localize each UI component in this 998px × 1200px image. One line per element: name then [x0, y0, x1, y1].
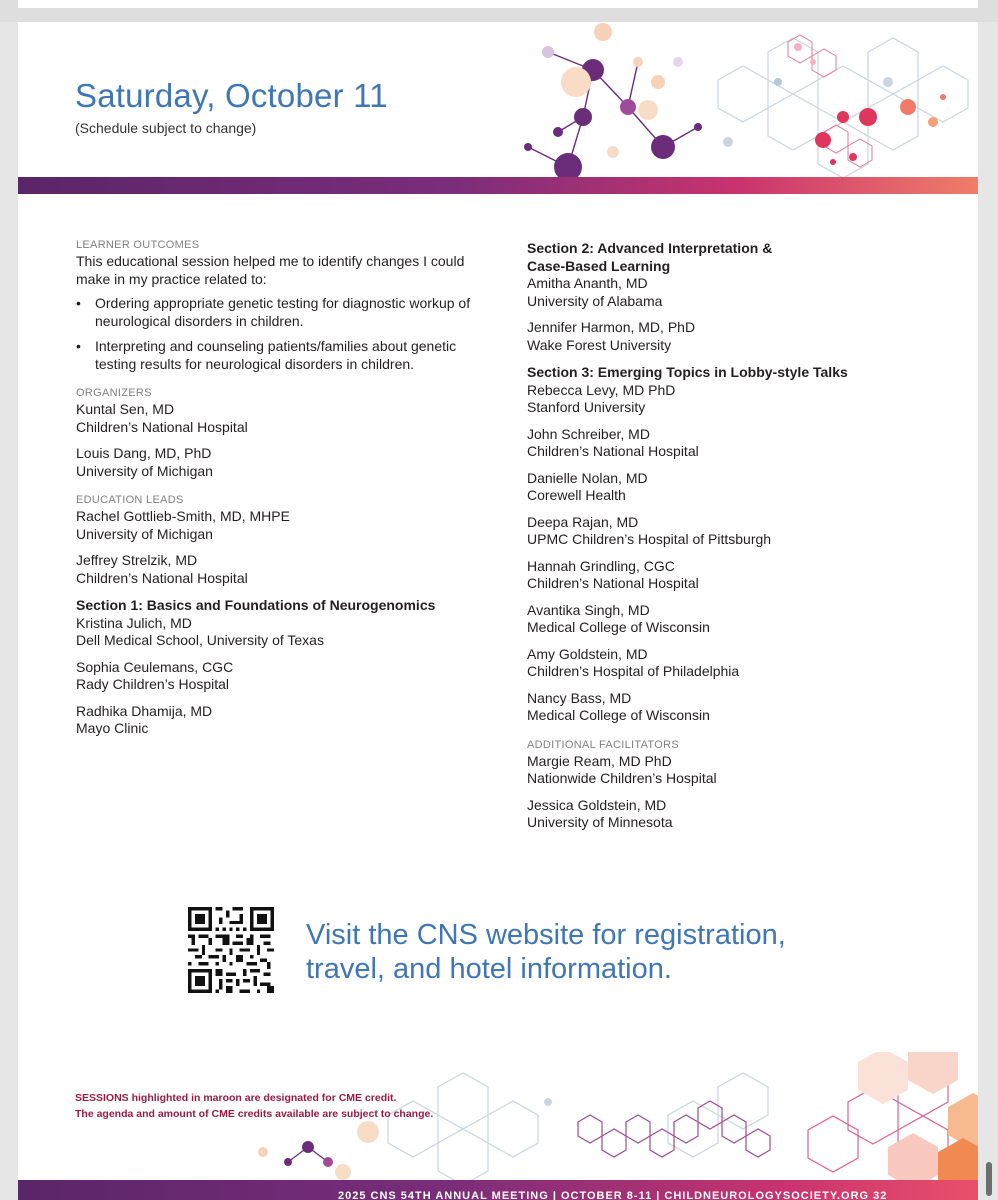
person-affiliation: Children’s National Hospital — [527, 575, 699, 591]
person-entry — [527, 558, 947, 593]
person-entry — [527, 275, 947, 310]
person-name: Amitha Ananth, MD — [527, 275, 648, 291]
person-name: Deepa Rajan, MD — [527, 513, 639, 530]
organizers-label: ORGANIZERS — [76, 387, 152, 399]
section-2-title-line: Case-Based Learning — [527, 257, 671, 274]
header-gradient-band — [18, 177, 978, 194]
person-affiliation: Children’s National Hospital — [76, 418, 248, 435]
footer-band — [18, 1180, 978, 1200]
person-name: John Schreiber, MD — [527, 425, 650, 442]
person-name: Kuntal Sen, MD — [76, 401, 175, 417]
person-name: Danielle Nolan, MD — [527, 469, 648, 486]
person-entry — [76, 508, 496, 543]
person-affiliation: University of Alabama — [527, 292, 663, 309]
promo-text — [306, 918, 866, 986]
additional-facilitators-label: ADDITIONAL FACILITATORS — [527, 738, 679, 751]
person-affiliation: University of Michigan — [76, 525, 213, 542]
person-entry — [76, 552, 496, 587]
person-entry — [527, 382, 947, 417]
section-3-title: Section 3: Emerging Topics in Lobby-style Talks — [527, 364, 848, 380]
person-affiliation: Children’s Hospital of Philadelphia — [527, 663, 740, 679]
person-entry — [527, 319, 947, 354]
section-2-title-line: Section 2: Advanced Interpretation & — [527, 240, 773, 256]
outcome-item: • Ordering appropriate genetic testing for diagnostic workup of neurological disorders in children. — [76, 295, 496, 330]
person-entry — [76, 659, 496, 694]
person-name: Radhika Dhamija, MD — [76, 702, 213, 719]
person-name: Jessica Goldstein, MD — [527, 796, 667, 813]
person-name: Amy Goldstein, MD — [527, 645, 648, 662]
person-name: Margie Ream, MD PhD — [527, 752, 672, 769]
section-1-title: Section 1: Basics and Foundations of Neurogenomics — [76, 597, 436, 613]
person-name: Sophia Ceulemans, CGC — [76, 658, 234, 675]
footnote-line: The agenda and amount of CME credits available are subject to change. — [75, 1108, 434, 1120]
person-name: Jeffrey Strelzik, MD — [76, 552, 198, 568]
person-entry — [527, 797, 947, 832]
person-affiliation: University of Michigan — [76, 462, 213, 479]
person-entry — [527, 470, 947, 505]
person-affiliation: Corewell Health — [527, 487, 626, 503]
person-affiliation: UPMC Children’s Hospital of Pittsburgh — [527, 531, 772, 547]
person-name: Rebecca Levy, MD PhD — [527, 381, 676, 398]
document-page — [18, 22, 978, 1200]
person-affiliation: Children’s National Hospital — [527, 443, 699, 459]
person-entry — [76, 401, 496, 436]
person-name: Louis Dang, MD, PhD — [76, 445, 212, 461]
person-entry — [527, 753, 947, 788]
person-name: Jennifer Harmon, MD, PhD — [527, 319, 696, 335]
person-entry — [527, 646, 947, 681]
promo-line: Visit the CNS website for registration, — [306, 919, 786, 951]
person-affiliation: Dell Medical School, University of Texas — [76, 632, 324, 648]
person-name: Rachel Gottlieb-Smith, MD, MHPE — [76, 508, 290, 524]
person-entry — [527, 602, 947, 637]
outcome-item: • Interpreting and counseling patients/families about genetic testing results for neurological disorders in children. — [76, 338, 496, 373]
page-subtitle: (Schedule subject to change) — [75, 120, 257, 136]
scrollbar-thumb[interactable] — [986, 1162, 992, 1196]
person-entry — [527, 426, 947, 461]
person-name: Kristina Julich, MD — [76, 614, 192, 631]
person-affiliation: Children’s National Hospital — [76, 569, 248, 586]
cme-footnote — [75, 1090, 433, 1122]
person-affiliation: Rady Children’s Hospital — [76, 676, 230, 692]
person-affiliation: Mayo Clinic — [76, 720, 149, 736]
person-affiliation: Wake Forest University — [527, 336, 672, 353]
person-name: Hannah Grindling, CGC — [527, 557, 675, 574]
person-name: Nancy Bass, MD — [527, 689, 632, 706]
person-name: Avantika Singh, MD — [527, 601, 650, 618]
person-entry — [527, 514, 947, 549]
page-title: Saturday, October 11 — [75, 77, 388, 114]
learner-outcomes-label: LEARNER OUTCOMES — [76, 239, 200, 251]
previous-page-bottom — [18, 0, 978, 8]
right-column — [527, 240, 947, 832]
section-2-title — [527, 240, 947, 275]
learner-outcomes-list — [76, 295, 496, 373]
previous-page-edge — [0, 0, 998, 22]
left-column — [76, 238, 496, 738]
header-molecule-decoration — [488, 22, 978, 182]
education-leads-label: EDUCATION LEADS — [76, 494, 184, 506]
qr-code[interactable] — [188, 907, 274, 993]
person-affiliation: Stanford University — [527, 399, 646, 415]
learner-outcomes-intro: This educational session helped me to identify changes I could make in my practice related to: — [76, 253, 465, 287]
person-affiliation: Nationwide Children’s Hospital — [527, 770, 717, 786]
person-affiliation: University of Minnesota — [527, 814, 673, 830]
person-affiliation: Medical College of Wisconsin — [527, 707, 710, 723]
person-entry — [76, 703, 496, 738]
person-entry — [76, 445, 496, 480]
footer-text: 2025 CNS 54TH ANNUAL MEETING | OCTOBER 8-11 | CHILDNEUROLOGYSOCIETY.ORG 32 — [338, 1190, 888, 1200]
promo-line: travel, and hotel information. — [306, 953, 672, 985]
person-entry — [76, 615, 496, 650]
person-affiliation: Medical College of Wisconsin — [527, 619, 710, 635]
footnote-line: SESSIONS highlighted in maroon are designated for CME credit. — [75, 1092, 397, 1104]
person-entry — [527, 690, 947, 725]
